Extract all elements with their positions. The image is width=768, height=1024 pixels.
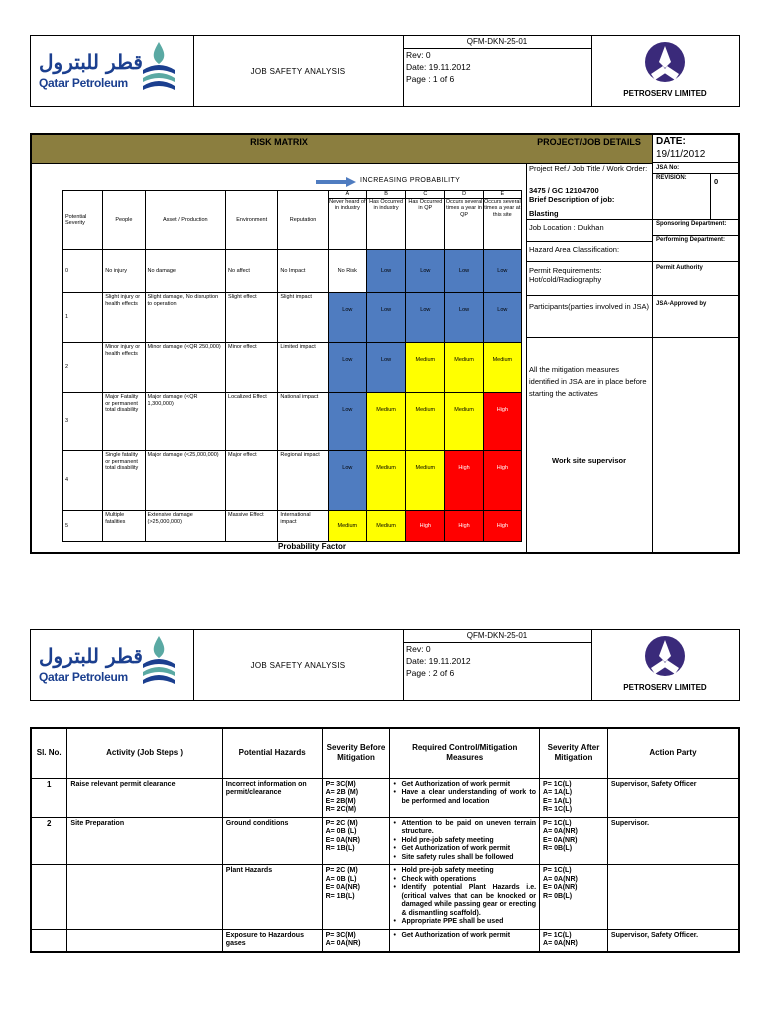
prob-desc-d: Occurs several times a year in QP xyxy=(445,198,483,218)
action-party-cell: Supervisor, Safety Officer. xyxy=(607,929,739,952)
page-header-2 xyxy=(30,629,740,701)
risk-cell-0-b: Low xyxy=(366,250,405,293)
sl-no-cell: 2 xyxy=(31,817,67,865)
prob-desc-a: Never heard of in industry xyxy=(329,198,366,211)
reputation-impact: Limited impact xyxy=(278,343,328,393)
job-location: Job Location : Dukhan xyxy=(529,223,604,232)
severity-level: 3 xyxy=(63,393,103,451)
severity-value: P= 1C(L) xyxy=(543,867,572,874)
hazard-cell: Exposure to Hazardous gases xyxy=(222,929,322,952)
risk-cell-2-a: Low xyxy=(328,343,366,393)
mitigation-item: • Identify potential Plant Hazards i.e. (critical valves that can be knocked or damaged while passing gear or erecting & dismantling scaffold). xyxy=(399,884,536,918)
prob-desc-e: Occurs several times a year at this site xyxy=(484,198,521,218)
environment-impact: Slight effect xyxy=(226,293,278,343)
severity-value: A= 0B (L) xyxy=(325,828,357,835)
table-row xyxy=(31,929,739,952)
risk-cell-5-b: Medium xyxy=(366,511,405,542)
hazard-cell: Incorrect information on permit/clearance xyxy=(222,778,322,817)
petroserv-emblem-icon xyxy=(641,634,689,680)
document-info xyxy=(403,630,592,700)
document-code: QFM-DKN-25-01 xyxy=(403,630,591,643)
jsa-approved-by: JSA-Approved by xyxy=(656,301,707,307)
prob-header-e xyxy=(483,191,521,250)
severity-value: E= 0A(NR) xyxy=(325,836,361,844)
petroserv-logo xyxy=(591,36,739,106)
prob-letter-c: C xyxy=(406,191,444,199)
logo-english-text: Qatar Petroleum xyxy=(39,670,128,684)
brief-description-label: Brief Description of job: xyxy=(529,195,615,204)
people-impact: Multiple fatalities xyxy=(103,511,145,542)
date-text: Date: 19.11.2012 xyxy=(406,62,471,72)
severity-row-5 xyxy=(63,511,522,542)
qp-emblem-icon xyxy=(139,40,179,98)
qatar-petroleum-logo xyxy=(31,36,194,106)
risk-cell-4-c: Medium xyxy=(406,451,445,511)
revision-text: Rev: 0 xyxy=(406,50,431,60)
severity-value: A= 0A(NR) xyxy=(543,828,578,835)
revision-text: Rev: 0 xyxy=(406,644,431,654)
risk-cell-5-e: High xyxy=(483,511,521,542)
permit-requirements: Permit Requirements: Hot/cold/Radiography xyxy=(529,266,602,284)
increasing-probability-label: INCREASING PROBABILITY xyxy=(360,177,461,184)
prob-header-c xyxy=(406,191,445,250)
risk-cell-3-a: Low xyxy=(328,393,366,451)
prob-header-a xyxy=(328,191,366,250)
header-reputation: Reputation xyxy=(278,191,328,250)
performing-department: Performing Department: xyxy=(656,237,726,243)
mitigation-statement: All the mitigation measures identified in JSA are in place before starting the activates xyxy=(529,365,647,398)
prob-letter-a: A xyxy=(329,191,366,199)
environment-impact: Minor effect xyxy=(226,343,278,393)
environment-impact: No affect xyxy=(226,250,278,293)
severity-row-0 xyxy=(63,250,522,293)
risk-cell-3-b: Medium xyxy=(366,393,405,451)
project-ref-label: Project Ref./ Job Title / Work Order: xyxy=(529,164,648,173)
severity-value: R= 1B(L) xyxy=(325,892,355,900)
col-header-severity-before: Severity Before Mitigation xyxy=(322,728,390,778)
page-header-1 xyxy=(30,35,740,107)
date-label: DATE: xyxy=(656,136,686,147)
prob-desc-b: Has Occurred in industry xyxy=(369,198,404,211)
asset-impact: No damage xyxy=(145,250,226,293)
risk-cell-0-d: Low xyxy=(445,250,483,293)
reputation-impact: No Impact xyxy=(278,250,328,293)
mitigation-item: • Check with operations xyxy=(399,876,536,885)
environment-impact: Massive Effect xyxy=(226,511,278,542)
company-name: PETROSERV LIMITED xyxy=(623,89,707,98)
mitigation-item: • Hold pre-job safety meeting xyxy=(399,837,536,846)
mitigation-cell xyxy=(390,865,540,930)
severity-before-cell xyxy=(322,778,390,817)
severity-value: E= 1A(L) xyxy=(543,797,572,805)
participants-label: Participants(parties involved in JSA) xyxy=(529,302,650,311)
people-impact: Minor injury or health effects xyxy=(103,343,145,393)
header-people: People xyxy=(103,191,145,250)
risk-cell-4-b: Medium xyxy=(366,451,405,511)
date-box xyxy=(652,135,738,163)
header-environment: Environment xyxy=(226,191,278,250)
hazard-cell: Ground conditions xyxy=(222,817,322,865)
qatar-petroleum-logo xyxy=(31,630,194,700)
people-impact: Single fatality or permanent total disability xyxy=(103,451,145,511)
revision-value: 0 xyxy=(714,177,719,186)
mitigation-cell xyxy=(390,817,540,865)
severity-value: E= 0A(NR) xyxy=(325,884,361,891)
severity-value: P= 2C (M) xyxy=(325,867,358,874)
mitigation-item: • Hold pre-job safety meeting xyxy=(399,867,536,876)
jsa-no-label: JSA No: xyxy=(656,165,680,171)
project-ref-value: 3475 / GC 12104700 xyxy=(529,186,599,195)
work-site-supervisor: Work site supervisor xyxy=(552,456,627,465)
severity-after-cell xyxy=(540,778,608,817)
activity-table xyxy=(30,727,740,953)
severity-level: 4 xyxy=(63,451,103,511)
asset-impact: Minor damage (<QR 250,000) xyxy=(145,343,226,393)
people-impact: Slight injury or health effects xyxy=(103,293,145,343)
risk-cell-0-c: Low xyxy=(406,250,445,293)
mitigation-item: • Appropriate PPE shall be used xyxy=(399,918,536,927)
col-header-activity: Activity (Job Steps ) xyxy=(67,728,222,778)
severity-value: A= 0A(NR) xyxy=(325,940,361,947)
severity-value: R= 1B(L) xyxy=(325,845,355,852)
severity-value: R= 1C(L) xyxy=(543,806,573,813)
prob-header-d xyxy=(445,191,483,250)
petroserv-logo xyxy=(591,630,739,700)
brief-description-value: Blasting xyxy=(529,209,559,218)
risk-cell-5-c: High xyxy=(406,511,445,542)
mitigation-item: • Site safety rules shall be followed xyxy=(399,854,536,863)
risk-matrix-section xyxy=(30,133,740,554)
mitigation-item: • Have a clear understanding of work to be performed and location xyxy=(399,789,536,806)
severity-value: P= 1C(L) xyxy=(543,780,572,788)
severity-value: A= 1A(L) xyxy=(543,789,573,796)
risk-matrix-title: RISK MATRIX xyxy=(32,135,527,164)
date-value: 19/11/2012 xyxy=(656,149,706,160)
arrow-right-icon xyxy=(316,177,356,187)
severity-level: 1 xyxy=(63,293,103,343)
severity-row-4 xyxy=(63,451,522,511)
severity-value: R= 2C(M) xyxy=(325,806,357,813)
severity-after-cell xyxy=(540,929,608,952)
severity-before-cell xyxy=(322,865,390,930)
prob-letter-d: D xyxy=(445,191,482,199)
header-asset-production: Asset / Production xyxy=(145,191,226,250)
risk-cell-2-e: Medium xyxy=(483,343,521,393)
col-header-mitigation-measures: Required Control/Mitigation Measures xyxy=(390,728,540,778)
risk-cell-3-c: Medium xyxy=(406,393,445,451)
document-title: JOB SAFETY ANALYSIS xyxy=(193,36,404,106)
logo-arabic-text: قطر للبترول xyxy=(39,50,143,74)
asset-impact: Slight damage, No disruption to operation xyxy=(145,293,226,343)
risk-cell-0-e: Low xyxy=(483,250,521,293)
risk-cell-2-c: Medium xyxy=(406,343,445,393)
severity-row-1 xyxy=(63,293,522,343)
risk-cell-4-a: Low xyxy=(328,451,366,511)
header-potential-severity: Potential Severity xyxy=(63,191,103,250)
table-row xyxy=(31,865,739,930)
col-header-severity-after: Severity After Mitigation xyxy=(540,728,608,778)
revision-label: REVISION: xyxy=(656,175,687,181)
hazard-cell: Plant Hazards xyxy=(222,865,322,930)
col-header-sl-no: Sl. No. xyxy=(31,728,67,778)
severity-value: P= 1C(L) xyxy=(543,931,572,939)
sl-no-cell xyxy=(31,865,67,930)
risk-cell-2-b: Low xyxy=(366,343,405,393)
action-party-cell: Supervisor. xyxy=(607,817,739,865)
reputation-impact: Regional impact xyxy=(278,451,328,511)
permit-authority: Permit Authority xyxy=(656,265,703,271)
severity-value: A= 2B (M) xyxy=(325,789,359,796)
table-row xyxy=(31,778,739,817)
severity-row-3 xyxy=(63,393,522,451)
company-name: PETROSERV LIMITED xyxy=(623,683,707,692)
page-number: Page : 2 of 6 xyxy=(406,668,455,678)
risk-cell-4-e: High xyxy=(483,451,521,511)
prob-header-b xyxy=(366,191,405,250)
hazard-area-classification: Hazard Area Classification: xyxy=(529,245,620,254)
risk-cell-1-c: Low xyxy=(406,293,445,343)
asset-impact: Extensive damage (>25,000,000) xyxy=(145,511,226,542)
risk-cell-1-a: Low xyxy=(328,293,366,343)
logo-english-text: Qatar Petroleum xyxy=(39,76,128,90)
severity-value: A= 0A(NR) xyxy=(543,875,578,883)
severity-before-cell xyxy=(322,929,390,952)
prob-desc-c: Has Occurred in QP xyxy=(408,198,443,211)
risk-cell-5-a: Medium xyxy=(328,511,366,542)
mitigation-item: • Get Authorization of work permit xyxy=(399,845,536,854)
environment-impact: Major effect xyxy=(226,451,278,511)
severity-value: E= 2B(M) xyxy=(325,797,356,805)
date-text: Date: 19.11.2012 xyxy=(406,656,471,666)
severity-value: E= 0A(NR) xyxy=(543,836,578,844)
reputation-impact: Slight impact xyxy=(278,293,328,343)
severity-value: R= 0B(L) xyxy=(543,845,573,852)
asset-impact: Major damage (<QR 1,300,000) xyxy=(145,393,226,451)
asset-impact: Major damage (<25,000,000) xyxy=(145,451,226,511)
project-details-title: PROJECT/JOB DETAILS xyxy=(526,135,653,164)
risk-cell-0-a: No Risk xyxy=(328,250,366,293)
sl-no-cell xyxy=(31,929,67,952)
severity-value: A= 0B (L) xyxy=(325,875,357,883)
severity-level: 5 xyxy=(63,511,103,542)
risk-cell-3-d: Medium xyxy=(445,393,483,451)
action-party-cell xyxy=(607,865,739,930)
environment-impact: Localized Effect xyxy=(226,393,278,451)
severity-level: 0 xyxy=(63,250,103,293)
mitigation-item: • Get Authorization of work permit xyxy=(399,932,536,941)
mitigation-cell xyxy=(390,778,540,817)
severity-value: E= 0A(NR) xyxy=(543,884,578,891)
document-code: QFM-DKN-25-01 xyxy=(403,36,591,49)
logo-arabic-text: قطر للبترول xyxy=(39,644,143,668)
severity-before-cell xyxy=(322,817,390,865)
probability-factor-label: Probability Factor xyxy=(278,542,347,551)
people-impact: Major Fatality or permanent total disability xyxy=(103,393,145,451)
col-header-potential-hazards: Potential Hazards xyxy=(222,728,322,778)
risk-cell-1-d: Low xyxy=(445,293,483,343)
severity-value: P= 3C(M) xyxy=(325,931,356,939)
reputation-impact: National impact xyxy=(278,393,328,451)
qp-emblem-icon xyxy=(139,634,179,692)
mitigation-item: • Get Authorization of work permit xyxy=(399,781,536,790)
col-header-action-party: Action Party xyxy=(607,728,739,778)
severity-after-cell xyxy=(540,817,608,865)
risk-cell-1-e: Low xyxy=(483,293,521,343)
risk-matrix-table xyxy=(62,190,522,542)
petroserv-emblem-icon xyxy=(641,40,689,86)
prob-letter-b: B xyxy=(367,191,405,199)
document-title: JOB SAFETY ANALYSIS xyxy=(193,630,404,700)
mitigation-item: • Attention to be paid on uneven terrain structure. xyxy=(399,820,536,837)
severity-row-2 xyxy=(63,343,522,393)
reputation-impact: International impact xyxy=(278,511,328,542)
risk-cell-5-d: High xyxy=(445,511,483,542)
severity-after-cell xyxy=(540,865,608,930)
mitigation-cell xyxy=(390,929,540,952)
sl-no-cell: 1 xyxy=(31,778,67,817)
document-info xyxy=(403,36,592,106)
prob-letter-e: E xyxy=(484,191,521,199)
severity-value: A= 0A(NR) xyxy=(543,940,578,947)
page-number: Page : 1 of 6 xyxy=(406,74,455,84)
risk-cell-4-d: High xyxy=(445,451,483,511)
risk-cell-3-e: High xyxy=(483,393,521,451)
activity-cell: Raise relevant permit clearance xyxy=(67,778,222,817)
activity-cell xyxy=(67,929,222,952)
people-impact: No injury xyxy=(103,250,145,293)
risk-cell-2-d: Medium xyxy=(445,343,483,393)
severity-value: P= 2C (M) xyxy=(325,819,358,827)
table-row xyxy=(31,817,739,865)
risk-cell-1-b: Low xyxy=(366,293,405,343)
severity-value: P= 3C(M) xyxy=(325,780,356,788)
severity-value: P= 1C(L) xyxy=(543,819,572,827)
severity-level: 2 xyxy=(63,343,103,393)
severity-value: R= 0B(L) xyxy=(543,892,573,900)
activity-cell xyxy=(67,865,222,930)
sponsoring-department: Sponsoring Department: xyxy=(656,221,727,227)
activity-cell: Site Preparation xyxy=(67,817,222,865)
action-party-cell: Supervisor, Safety Officer xyxy=(607,778,739,817)
